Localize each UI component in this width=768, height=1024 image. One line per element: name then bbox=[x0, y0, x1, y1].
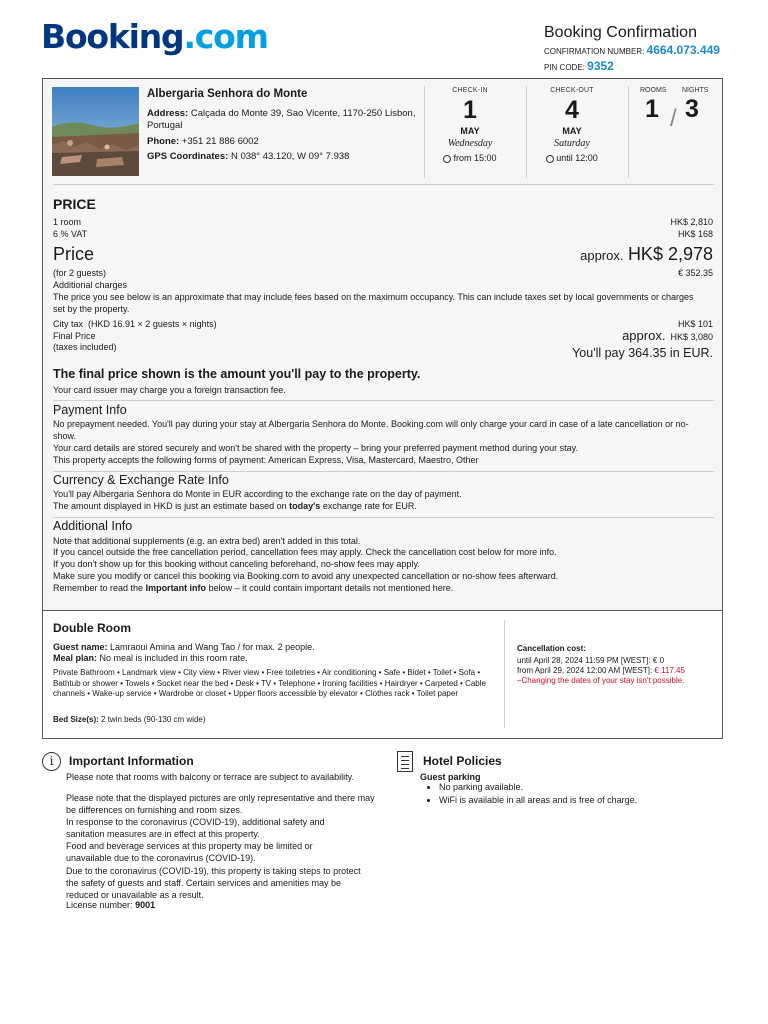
hotel-address: Address: Calçada do Monte 39, Sao Vicente, 1170-250 Lisbon, Portugal bbox=[147, 108, 416, 131]
policies-heading: Hotel Policies bbox=[423, 754, 502, 768]
hotel-gps: GPS Coordinates: N 038° 43.120, W 09° 7.938 bbox=[147, 151, 350, 162]
important-heading: Important Information bbox=[69, 754, 194, 768]
booking-logo: Booking.com bbox=[41, 17, 268, 56]
divider bbox=[53, 517, 714, 518]
price-heading: PRICE bbox=[53, 196, 96, 212]
room-title: Double Room bbox=[53, 621, 131, 635]
document-icon bbox=[397, 751, 413, 772]
confirmation-block: Booking Confirmation CONFIRMATION NUMBER: 4664.073.449 PIN CODE: 9352 bbox=[544, 24, 720, 73]
checkin-block: CHECK-IN 1 MAY Wednesday from 15:00 bbox=[425, 87, 515, 165]
clock-icon bbox=[443, 155, 451, 163]
divider bbox=[53, 184, 714, 185]
divider bbox=[53, 471, 714, 472]
page-title: Booking Confirmation bbox=[544, 24, 697, 41]
final-notice-heading: The final price shown is the amount you'll pay to the property. bbox=[53, 367, 421, 381]
total-price: approx. HK$ 2,978 bbox=[580, 244, 713, 264]
list-item: • WiFi is available in all areas and is free of charge. bbox=[439, 794, 637, 807]
divider bbox=[628, 86, 629, 178]
license-number: License number: 9001 bbox=[66, 900, 156, 910]
currency-heading: Currency & Exchange Rate Info bbox=[53, 473, 229, 487]
confirmation-number: 4664.073.449 bbox=[646, 43, 720, 57]
price-label: Price bbox=[53, 244, 95, 264]
additional-heading: Additional Info bbox=[53, 519, 133, 533]
pay-eur: You'll pay 364.35 in EUR. bbox=[572, 346, 713, 360]
info-icon: i bbox=[42, 752, 61, 771]
policy-list bbox=[425, 781, 637, 807]
room-facilities: Private Bathroom • Landmark view • City view • River view • Free toiletries • Air conditioning • Safe • Bidet • Toilet • Sofa • Bathtub or shower • Towels • Socket near the bed • Desk • TV • Telephone • Ironing facilities • Hairdryer • Carpeted • Cable channels • Wake-up service • Wardrobe or closet • Upper floors accessible by elevator • Clothes rack • Toilet paper bbox=[53, 668, 486, 698]
list-item: • No parking available. bbox=[439, 781, 637, 794]
rooms-count: ROOMS 1 bbox=[640, 87, 667, 123]
hotel-phone: Phone: +351 21 886 6002 bbox=[147, 136, 259, 147]
checkout-day: 4 bbox=[565, 96, 579, 124]
hotel-photo bbox=[52, 87, 139, 176]
final-price: approx. HK$ 3,080 bbox=[622, 328, 713, 343]
city-tax: City tax (HKD 16.91 × 2 guests × nights) bbox=[53, 319, 217, 329]
rooms-nights-separator: / bbox=[670, 105, 677, 132]
hotel-name: Albergaria Senhora do Monte bbox=[147, 88, 308, 100]
checkout-block: CHECK-OUT 4 MAY Saturday until 12:00 bbox=[527, 87, 617, 165]
clock-icon bbox=[546, 155, 554, 163]
nights-count: NIGHTS 3 bbox=[682, 87, 709, 123]
payment-heading: Payment Info bbox=[53, 403, 127, 417]
divider bbox=[504, 620, 505, 728]
cancellation-heading: Cancellation cost: bbox=[517, 644, 586, 653]
pin-code: 9352 bbox=[587, 59, 614, 73]
divider bbox=[53, 400, 714, 401]
checkin-day: 1 bbox=[463, 96, 477, 124]
